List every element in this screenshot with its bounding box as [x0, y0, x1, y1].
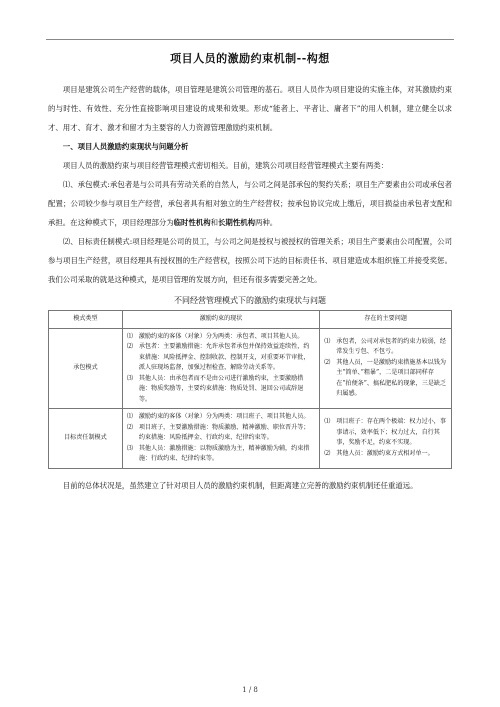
paragraph-intro: 项目是建筑公司生产经营的载体，项目管理是建筑公司管理的基石。项目人员作为项目建设的实施主体，对其激励约束的与时性、有效性、充分性直接影响项目建设的成果和效果。形成“能者上、平者让、庸者下”的用人机制，建立健全以求才、用才、育才、激才和留才为主要容的人力资源管理激励约束机制。 — [48, 85, 452, 132]
item-number: ⑴ — [126, 413, 133, 420]
paragraph-contract-mode — [48, 175, 452, 232]
item-text: 其他人员：激励措施：以物质激励为主，精神激励为辅，约束措施：行政约束、纪律约束等。 — [138, 444, 310, 462]
item-text: 其他人员：激励约束方式相对单一。 — [336, 449, 434, 457]
item-number: ⑴ — [126, 332, 133, 340]
item-text: 项目班子：存在两个极端：权力过小，事事请示，效率低下；权力过大，自行其事，奖励不足，约束不实现。 — [336, 418, 446, 447]
table-row — [49, 328, 452, 409]
item-number: ⑵ — [126, 343, 133, 350]
item-text: 承包者：主要激励措施：允许承包者承包并保持效益连续性，约束措施：风险抵押金、控制收款、控制开支，对重要环节审批，派人驻现场监督，加强过程检查，解除劳动关系等。 — [138, 343, 310, 371]
paragraph-modes-intro: 项目人员的激励约束与项目经营管理模式密切相关。目前，建筑公司项目经营管理模式主要有两类： — [62, 161, 388, 170]
table-caption: 不同经营管理模式下的激励约束现状与问题 — [174, 296, 326, 305]
item-number: ⑴ — [324, 418, 331, 426]
longterm-org-term: 长期性机构 — [218, 218, 255, 227]
item-number: ⑴ — [324, 337, 331, 345]
document-title: 项目人员的激励约束机制--构想 — [170, 52, 330, 65]
status-cell — [122, 409, 319, 469]
item-text: 其他人员，一是激励约束措施基本以钱为主“简单、”粗暴”，二是项目部同样存在“拍便条”、搞私肥私的现象，三是缺乏归属感。 — [336, 358, 447, 398]
problems-cell — [320, 328, 452, 409]
list-item — [127, 374, 315, 406]
header-rule — [46, 39, 454, 40]
list-item — [324, 449, 447, 460]
temporary-org-term: 临时性机构 — [173, 218, 211, 227]
list-item — [127, 444, 315, 465]
document-body — [48, 80, 452, 495]
item-number: ⑶ — [126, 374, 133, 382]
header-problems: 存在的主要问题 — [320, 311, 452, 329]
header-mode-type: 模式类型 — [49, 311, 123, 329]
comparison-table — [48, 310, 452, 469]
list-item — [324, 337, 447, 358]
list-item — [127, 342, 315, 374]
item-number: ⑶ — [126, 444, 133, 452]
status-cell — [122, 328, 319, 409]
list-item — [324, 358, 447, 400]
table-row — [49, 409, 452, 469]
mode-type-cell: 目标责任制模式 — [49, 409, 123, 469]
item-number: ⑵ — [324, 358, 331, 366]
item-text: 激励约束的客体（对象）分为两类：承包者、项目其他人员。 — [138, 332, 304, 340]
conjunction-text: 和 — [210, 218, 219, 227]
list-item — [127, 423, 315, 444]
item-text: 承包者，公司对承包者的约束力较弱，经常发生亏包、不包亏。 — [336, 337, 446, 356]
section-heading: 一、项目人员激励约束现状与问题分析 — [62, 142, 189, 151]
page-number: 1 / 8 — [242, 686, 258, 694]
table-header-row — [49, 311, 452, 329]
item-text: 项目班子，主要激励措施：物质激励、精神激励、职位晋升等；约束措施：风险抵押金、行政约束、纪律约束等。 — [138, 423, 310, 441]
item-number: ⑵ — [324, 449, 331, 457]
item-text: 激励约束的客体（对象）分为两类：项目班子、项目其他人员。 — [138, 413, 310, 420]
contract-mode-end: 两种。 — [255, 218, 278, 227]
paragraph-target-mode: ⑵、目标责任制模式:项目经理是公司的员工，与公司之间是授权与被授权的管理关系；项目生产要素由公司配置，公司参与项目生产经营，项目经理具有授权围的生产经营权，按照公司下达的目标责任书、项目建造成本组织施工并接受奖惩。我们公司采取的就是这种模式，是项目管理的发展方向，但还有很多需要完善之处。 — [48, 237, 452, 284]
paragraph-conclusion: 目前的总体状况是，虽然建立了针对项目人员的激励约束机制，但距离建立完善的激励约束机制还任重道远。 — [62, 480, 418, 490]
list-item — [127, 412, 315, 423]
mode-type-cell: 承包模式 — [49, 328, 123, 409]
item-text: 其他人员：由承包者而不是由公司进行激励约束，主要激励措施：物质奖励等，主要约束措施：物质处罚、退回公司或辞退等。 — [138, 374, 304, 403]
list-item — [127, 332, 315, 343]
item-number: ⑵ — [126, 423, 133, 431]
list-item — [324, 417, 447, 449]
contract-mode-text: ⑴、承包模式:承包者是与公司具有劳动关系的自然人，与公司之间是部承包的契约关系；项目生产要素由公司或承包者配置；公司较少参与项目生产经营，承包者具有相对独立的生产经营权；按承包协议完成上缴后，项目损益由承包者支配和承担。在这种模式下，项目经理部分为 — [48, 180, 452, 227]
header-status: 激励约束的现状 — [122, 311, 319, 329]
problems-cell — [320, 409, 452, 469]
